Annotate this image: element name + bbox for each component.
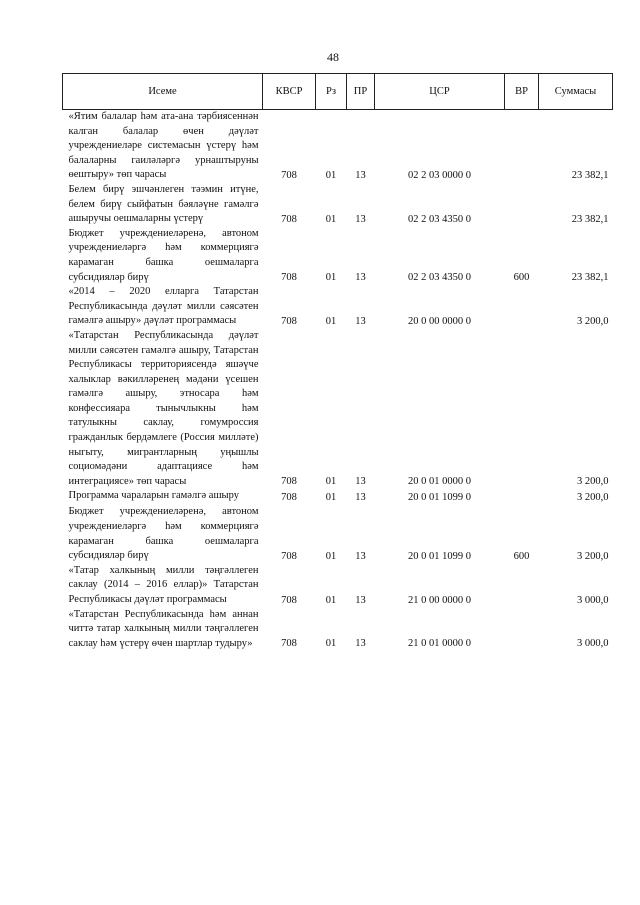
row-pr: 13 (355, 594, 366, 606)
table-row (63, 285, 613, 329)
row-pr: 13 (355, 169, 366, 181)
row-sum: 3 000,0 (577, 638, 609, 650)
row-sum: 23 382,1 (571, 169, 609, 181)
row-sum: 23 382,1 (571, 272, 609, 284)
row-pr: 13 (355, 476, 366, 488)
table-body (63, 110, 613, 652)
row-name: Белем бирү эшчәнлеген тәэмин итүне, белем бирү сыйфатын бәяләүне гамәлгә ашыручы оешмаларны үстерү (68, 183, 259, 225)
row-csr: 21 0 00 0000 0 (408, 594, 471, 606)
row-name: «Татарстан Республикасында һәм аннан читтә татар халкының милли тәңгәллеген саклау һәм үстерү өчен шартлар тудыру» (68, 608, 259, 649)
row-vr (505, 329, 539, 490)
row-name: «2014 – 2020 елларга Татарстан Республикасында дәүләт милли сәясәтен гамәлгә ашыру» дәүләт программасы (68, 286, 259, 327)
row-rz: 01 (325, 638, 337, 650)
header-sum: Суммасы (539, 74, 613, 110)
row-csr: 20 0 01 0000 0 (408, 476, 471, 488)
table-row (63, 227, 613, 285)
row-pr: 13 (355, 492, 366, 504)
row-csr: 20 0 00 0000 0 (408, 315, 471, 327)
row-name: Бюджет учреждениеләренә, автоном учреждениеләргә һәм коммерциягә карамаган башка оешмаларга субсидияләр бирү (68, 506, 259, 562)
header-csr: ЦСР (375, 74, 505, 110)
row-kvsr: 708 (281, 272, 297, 284)
row-csr: 21 0 01 0000 0 (408, 638, 471, 650)
row-kvsr: 708 (281, 492, 297, 504)
header-rz: Рз (316, 74, 347, 110)
row-vr (505, 285, 539, 329)
table-header (63, 74, 613, 110)
row-name: «Татар халкының милли тәңгәллеген саклау (2014 – 2016 еллар)» Татарстан Республикасы дәүләт программасы (68, 564, 259, 605)
row-kvsr: 708 (281, 550, 297, 562)
row-pr: 13 (355, 213, 366, 225)
row-pr: 13 (355, 638, 366, 650)
row-sum: 23 382,1 (571, 213, 609, 225)
row-vr (505, 564, 539, 608)
row-pr: 13 (355, 272, 366, 284)
table-row (63, 564, 613, 608)
table-row (63, 489, 613, 505)
row-sum: 3 000,0 (577, 594, 609, 606)
row-rz: 01 (325, 550, 337, 562)
row-rz: 01 (325, 476, 337, 488)
row-name: «Татарстан Республикасында дәүләт милли сәясәтен гамәлгә ашыру, Татарстан Республикасы территориясендә яшәүче халыклар вәкилләренең мәдәни үсешен гамәлгә ашыру, этносара һәм конфессияара тынычлыкны һәм татулыкны саклау, гомумроссия гражданлык бердәмлеге (Россия милләте) ныгыту, мигрантларның уңышлы социомәдәни адаптациясе һәм интеграциясе» төп чарасы (68, 329, 259, 487)
row-sum: 3 200,0 (577, 476, 609, 488)
row-rz: 01 (325, 315, 337, 327)
page-number: 48 (327, 50, 339, 64)
row-kvsr: 708 (281, 213, 297, 225)
row-pr: 13 (355, 550, 366, 562)
row-pr: 13 (355, 315, 366, 327)
table-row (63, 608, 613, 652)
row-sum: 3 200,0 (577, 315, 609, 327)
row-rz: 01 (325, 169, 337, 181)
header-vr: ВР (505, 74, 539, 110)
header-pr: ПР (347, 74, 375, 110)
row-kvsr: 708 (281, 315, 297, 327)
row-name: «Ятим балалар һәм ата-ана тәрбиясеннән калган балалар өчен дәүләт учреждениеләре системасын үстерү һәм балаларны гаиләләргә урнаштыруны өештыру» төп чарасы (68, 111, 259, 181)
row-rz: 01 (325, 492, 337, 504)
header-kvsr: КВСР (263, 74, 316, 110)
row-vr (505, 489, 539, 505)
row-vr (505, 608, 539, 652)
row-csr: 02 2 03 4350 0 (408, 272, 471, 284)
row-kvsr: 708 (281, 638, 297, 650)
row-vr (505, 110, 539, 183)
row-rz: 01 (325, 272, 337, 284)
row-kvsr: 708 (281, 594, 297, 606)
table-row (63, 505, 613, 563)
table-row (63, 110, 613, 183)
row-sum: 3 200,0 (577, 550, 609, 562)
row-vr: 600 (513, 272, 530, 284)
row-kvsr: 708 (281, 476, 297, 488)
table-row (63, 329, 613, 490)
row-name: Бюджет учреждениеләренә, автоном учреждениеләргә һәм коммерциягә карамаган башка оешмаларга субсидияләр бирү (68, 227, 259, 283)
row-rz: 01 (325, 213, 337, 225)
row-vr: 600 (513, 550, 530, 562)
row-kvsr: 708 (281, 169, 297, 181)
row-sum: 3 200,0 (577, 492, 609, 504)
row-rz: 01 (325, 594, 337, 606)
row-csr: 02 2 03 0000 0 (408, 169, 471, 181)
budget-table (62, 73, 613, 651)
row-csr: 02 2 03 4350 0 (408, 213, 471, 225)
row-name: Программа чараларын гамәлгә ашыру (68, 490, 239, 502)
row-csr: 20 0 01 1099 0 (408, 550, 471, 562)
row-vr (505, 183, 539, 227)
header-name: Исеме (63, 74, 263, 110)
table-row (63, 183, 613, 227)
row-csr: 20 0 01 1099 0 (408, 492, 471, 504)
